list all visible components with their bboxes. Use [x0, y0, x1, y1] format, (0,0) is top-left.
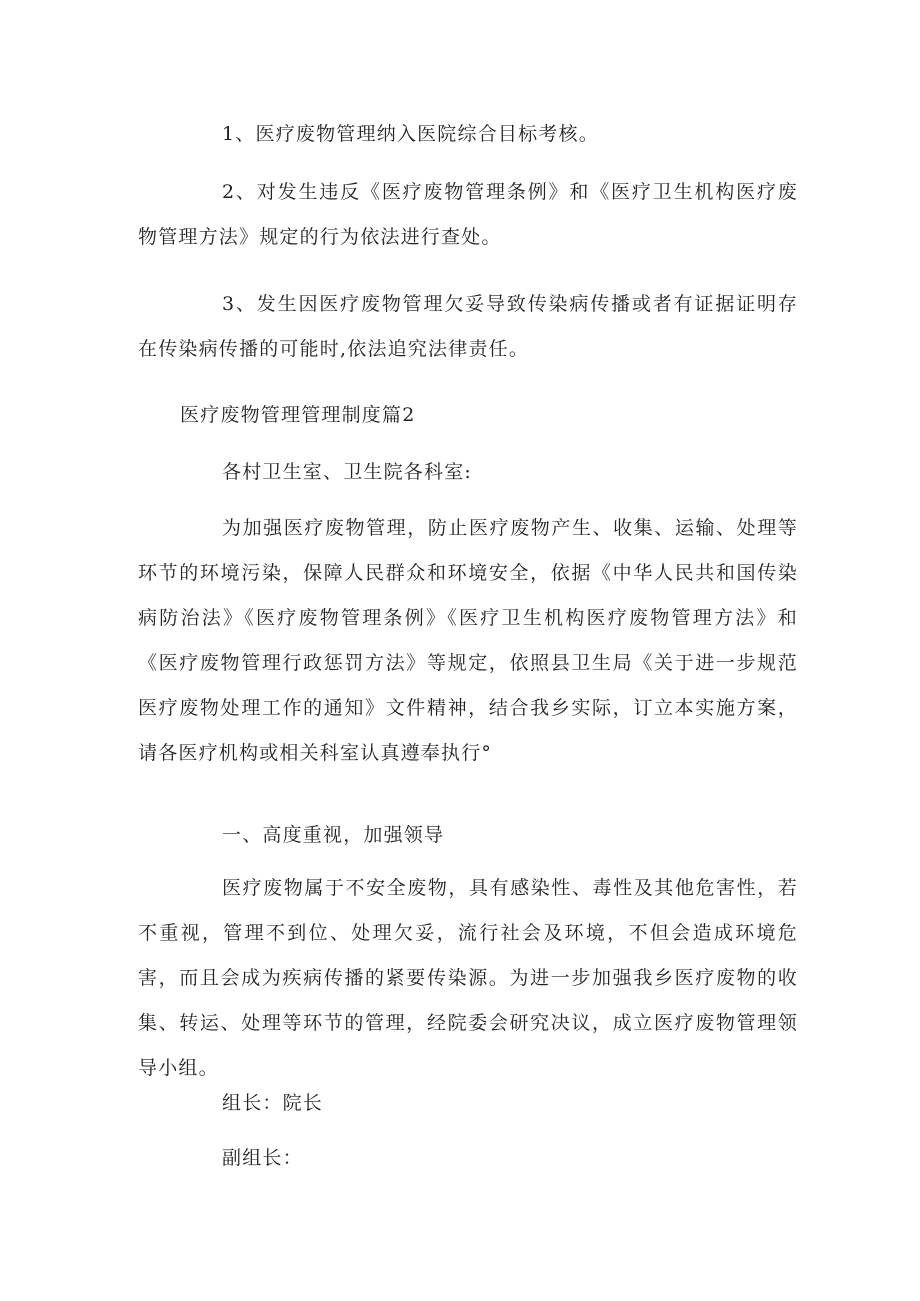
list-item-2: 2、对发生违反《医疗废物管理条例》和《医疗卫生机构医疗废物管理方法》规定的行为依法进行查处。	[138, 181, 798, 248]
subheading-leadership: 一、高度重视，加强领导	[222, 824, 445, 846]
deputy-leader-line: 副组长：	[222, 1147, 303, 1169]
body-paragraph: 医疗废物属于不安全废物，具有感染性、毒性及其他危害性，若不重视，管理不到位、处理欠妥，流行社会及环境，不但会造成环境危害，而且会成为疾病传播的紧要传染源。为进一步加强我乡医疗废物的收集、转运、处理等环节的管理，经院委会研究决议，成立医疗废物管理领导小组。	[138, 877, 798, 1079]
list-item-1: 1、医疗废物管理纳入医院综合目标考核。	[222, 123, 599, 145]
group-leader-line: 组长：院长	[222, 1092, 324, 1114]
intro-paragraph: 为加强医疗废物管理，防止医疗废物产生、收集、运输、处理等环节的环境污染，保障人民群众和环境安全，依据《中华人民共和国传染病防治法》《医疗废物管理条例》《医疗卫生机构医疗废物管理方法》和《医疗废物管理行政惩罚方法》等规定，依照县卫生局《关于进一步规范医疗废物处理工作的通知》文件精神，结合我乡实际，订立本实施方案，请各医疗机构或相关科室认真遵奉执行°	[138, 517, 798, 764]
section-title: 医疗废物管理管理制度篇2	[180, 404, 416, 426]
list-item-3: 3、发生因医疗废物管理欠妥导致传染病传播或者有证据证明存在传染病传播的可能时,依法追究法律责任。	[138, 293, 798, 360]
salutation: 各村卫生室、卫生院各科室:	[222, 461, 473, 483]
